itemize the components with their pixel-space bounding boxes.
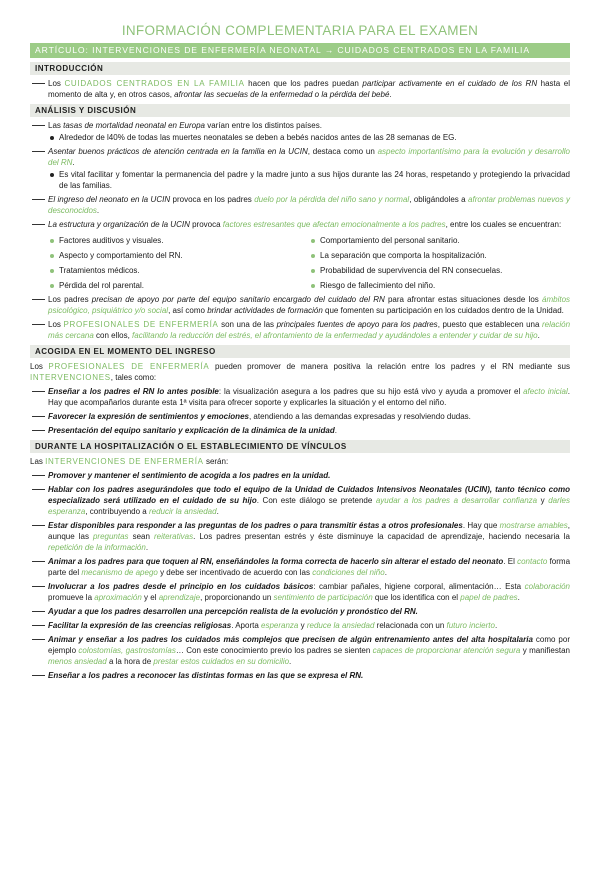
factor-item: Factores auditivos y visuales. — [48, 231, 309, 246]
paragraph: Involucrar a los padres desde el principio en los cuidados básicos: cambiar pañales, higiene corporal, alimentación… Esta colaboración promueve la aproximación y el aprendizaje, proporcionando un sentimiento de participación que los identifica con el papel de padres. — [48, 582, 570, 602]
green-dot-bullet — [48, 235, 59, 246]
dash-bullet — [30, 556, 48, 578]
article-header: ARTÍCULO: INTERVENCIONES DE ENFERMERÍA NEONATAL → CUIDADOS CENTRADOS EN LA FAMILIA — [30, 43, 570, 58]
dot-bullet — [48, 132, 59, 143]
dash-bullet — [30, 219, 48, 230]
factor-item: La separación que comporta la hospitalización. — [309, 246, 570, 261]
factor-item: Riesgo de fallecimiento del niño. — [309, 276, 570, 291]
green-dot-bullet — [309, 265, 320, 276]
paragraph: Facilitar la expresión de las creencias religiosas. Aporta esperanza y reduce la ansiedad relacionada con un futuro incierto. — [48, 621, 498, 630]
paragraph: Los PROFESIONALES DE ENFERMERÍA son una de las principales fuentes de apoyo para los padres, puesto que establecen una relación más cercana con ellos, facilitando la reducción del estrés, el afrontamiento de la enfermedad y ayudándoles a entender y cuidar de su hijo. — [48, 320, 571, 340]
paragraph: Es vital facilitar y fomentar la permanencia del padre y la madre junto a sus hijos durante las 24 horas, respetando y protegiendo la privacidad de las familias. — [59, 170, 570, 190]
list-item — [30, 631, 570, 667]
sub-item — [30, 168, 570, 191]
intro-content — [30, 75, 570, 100]
paragraph: Enseñar a los padres el RN lo antes posible: la visualización asegura a los padres que su hijo está vivo y ayuda a promover el afecto inicial. Hay que acompañarlos durante esta 1ª visita para ofrecer soporte y explicarles la situación y el entorno del niño. — [48, 387, 570, 407]
paragraph: Enseñar a los padres a reconocer las distintas formas en las que se expresa el RN. — [48, 671, 364, 680]
paragraph: Las INTERVENCIONES DE ENFERMERÍA serán: — [30, 457, 229, 466]
green-dot-bullet — [48, 250, 59, 261]
dot-bullet — [48, 169, 59, 191]
list-item — [30, 467, 570, 481]
paragraph: Los CUIDADOS CENTRADOS EN LA FAMILIA hacen que los padres puedan participar activamente en el cuidado de los RN hasta el momento de alta y, en otros casos, afrontar las secuelas de la enfermedad o la pérdida del bebé. — [48, 79, 570, 99]
list-item — [30, 316, 570, 341]
green-dot-bullet — [48, 280, 59, 291]
dash-bullet — [30, 520, 48, 553]
paragraph: Los padres precisan de apoyo por parte del equipo sanitario encargado del cuidado del RN para afrontar estas situaciones desde los ámbitos psicológico, psiquiátrico y/o social, así como brindar actividades de formación que fomenten su participación en los cuidados dentro de la Unidad. — [48, 295, 571, 315]
list-item — [30, 291, 570, 316]
list-item — [30, 481, 570, 517]
document-page — [0, 22, 600, 870]
dash-bullet — [30, 470, 48, 481]
paragraph: La estructura y organización de la UCIN provoca factores estresantes que afectan emocionalmente a los padres, entre los cuales se encuentran: — [48, 220, 562, 229]
dash-bullet — [30, 319, 48, 341]
paragraph: Estar disponibles para responder a las preguntas de los padres o para transmitir éstas a otros profesionales. Hay que mostrarse amables, aunque las preguntas sean reiterativas. Los padres presentan estrés y éste disminuye la capacidad de aprendizaje, haciendo necesaria la repetición de la información. — [48, 521, 570, 552]
hospitalizacion-content — [30, 453, 570, 681]
dash-bullet — [30, 386, 48, 408]
dash-bullet — [30, 634, 48, 667]
green-dot-bullet — [48, 265, 59, 276]
paragraph: El ingreso del neonato en la UCIN provoca en los padres duelo por la pérdida del niño sano y normal, obligándoles a afrontar problemas nuevos y desconocidos. — [48, 195, 571, 215]
paragraph: Los PROFESIONALES DE ENFERMERÍA pueden promover de manera positiva la relación entre los padres y el RN mediante sus INTERVENCIONES, tales como: — [30, 362, 571, 382]
list-item — [30, 383, 570, 408]
list-item — [30, 191, 570, 216]
section-analisis: ANÁLISIS Y DISCUSIÓN — [30, 104, 570, 117]
paragraph: Animar a los padres para que toquen al RN, enseñándoles la forma correcta de hacerlo sin alterar el estado del neonato. El contacto forma parte del mecanismo de apego y debe ser incentivado de acuerdo con las condiciones del niño. — [48, 557, 571, 577]
dash-bullet — [30, 194, 48, 216]
paragraph: Animar y enseñar a los padres los cuidados más complejos que precisen de algún entrenamiento antes del alta hospitalaria como por ejemplo colostomías, gastrostomías… Con este conocimiento previo los padres se sienten capaces de proporcionar atención segura y manifiestan menos ansiedad a la hora de prestar estos cuidados en su domicilio. — [48, 635, 570, 666]
list-item — [30, 617, 570, 631]
list-item — [30, 667, 570, 681]
list-item — [30, 216, 570, 230]
list-item — [30, 117, 570, 131]
factores-left-column — [48, 231, 309, 291]
green-dot-bullet — [309, 250, 320, 261]
factores-list — [30, 230, 570, 291]
acogida-content — [30, 358, 570, 436]
factor-item: Aspecto y comportamiento del RN. — [48, 246, 309, 261]
factor-item: Probabilidad de supervivencia del RN consecuelas. — [309, 261, 570, 276]
analisis-content — [30, 117, 570, 341]
factores-right-column — [309, 231, 570, 291]
dash-bullet — [30, 78, 48, 100]
dash-bullet — [30, 620, 48, 631]
green-dot-bullet — [309, 235, 320, 246]
dash-bullet — [30, 294, 48, 316]
paragraph: Hablar con los padres asegurándoles que todo el equipo de la Unidad de Cuidados Intensivos Neonatales (UCIN), tanto técnico como especializado será utilizado en el cuidado de su hijo. Con este diálogo se pretende ayudar a los padres a desarrollar confianza y darles esperanza, contribuyendo a reducir la ansiedad. — [48, 485, 571, 516]
factor-item: Comportamiento del personal sanitario. — [309, 231, 570, 246]
section-hospitalizacion: DURANTE LA HOSPITALIZACIÓN O EL ESTABLECIMIENTO DE VÍNCULOS — [30, 440, 570, 453]
dash-bullet — [30, 425, 48, 436]
dash-bullet — [30, 581, 48, 603]
factor-item: Tratamientos médicos. — [48, 261, 309, 276]
dash-bullet — [30, 484, 48, 517]
dash-bullet — [30, 606, 48, 617]
list-item — [30, 422, 570, 436]
list-item — [30, 553, 570, 578]
list-item — [30, 75, 570, 100]
paragraph: Alrededor de l40% de todas las muertes neonatales se deben a bebés nacidos antes de las 28 semanas de EG. — [59, 133, 457, 142]
list-item — [30, 517, 570, 553]
list-item — [30, 408, 570, 422]
factor-item: Pérdida del rol parental. — [48, 276, 309, 291]
paragraph: Presentación del equipo sanitario y explicación de la dinámica de la unidad. — [48, 426, 337, 435]
paragraph: Asentar buenos prácticos de atención centrada en la familia en la UCIN, destaca como un aspecto importantísimo para la evolución y desarrollo del RN. — [48, 147, 571, 167]
dash-bullet — [30, 120, 48, 131]
sub-item — [30, 131, 570, 143]
dash-bullet — [30, 670, 48, 681]
paragraph: Promover y mantener el sentimiento de acogida a los padres en la unidad. — [48, 471, 331, 480]
list-item — [30, 578, 570, 603]
paragraph: Favorecer la expresión de sentimientos y emociones, atendiendo a las demandas expresadas y resolviendo dudas. — [48, 412, 471, 421]
dash-bullet — [30, 411, 48, 422]
list-item — [30, 603, 570, 617]
section-acogida: ACOGIDA EN EL MOMENTO DEL INGRESO — [30, 345, 570, 358]
list-item — [30, 143, 570, 168]
document-title: INFORMACIÓN COMPLEMENTARIA PARA EL EXAMEN — [121, 23, 479, 38]
dash-bullet — [30, 146, 48, 168]
paragraph: Las tasas de mortalidad neonatal en Europa varían entre los distintos países. — [48, 121, 322, 130]
green-dot-bullet — [309, 280, 320, 291]
section-introduccion: INTRODUCCIÓN — [30, 62, 570, 75]
paragraph: Ayudar a que los padres desarrollen una percepción realista de la evolución y pronóstico del RN. — [48, 607, 418, 616]
